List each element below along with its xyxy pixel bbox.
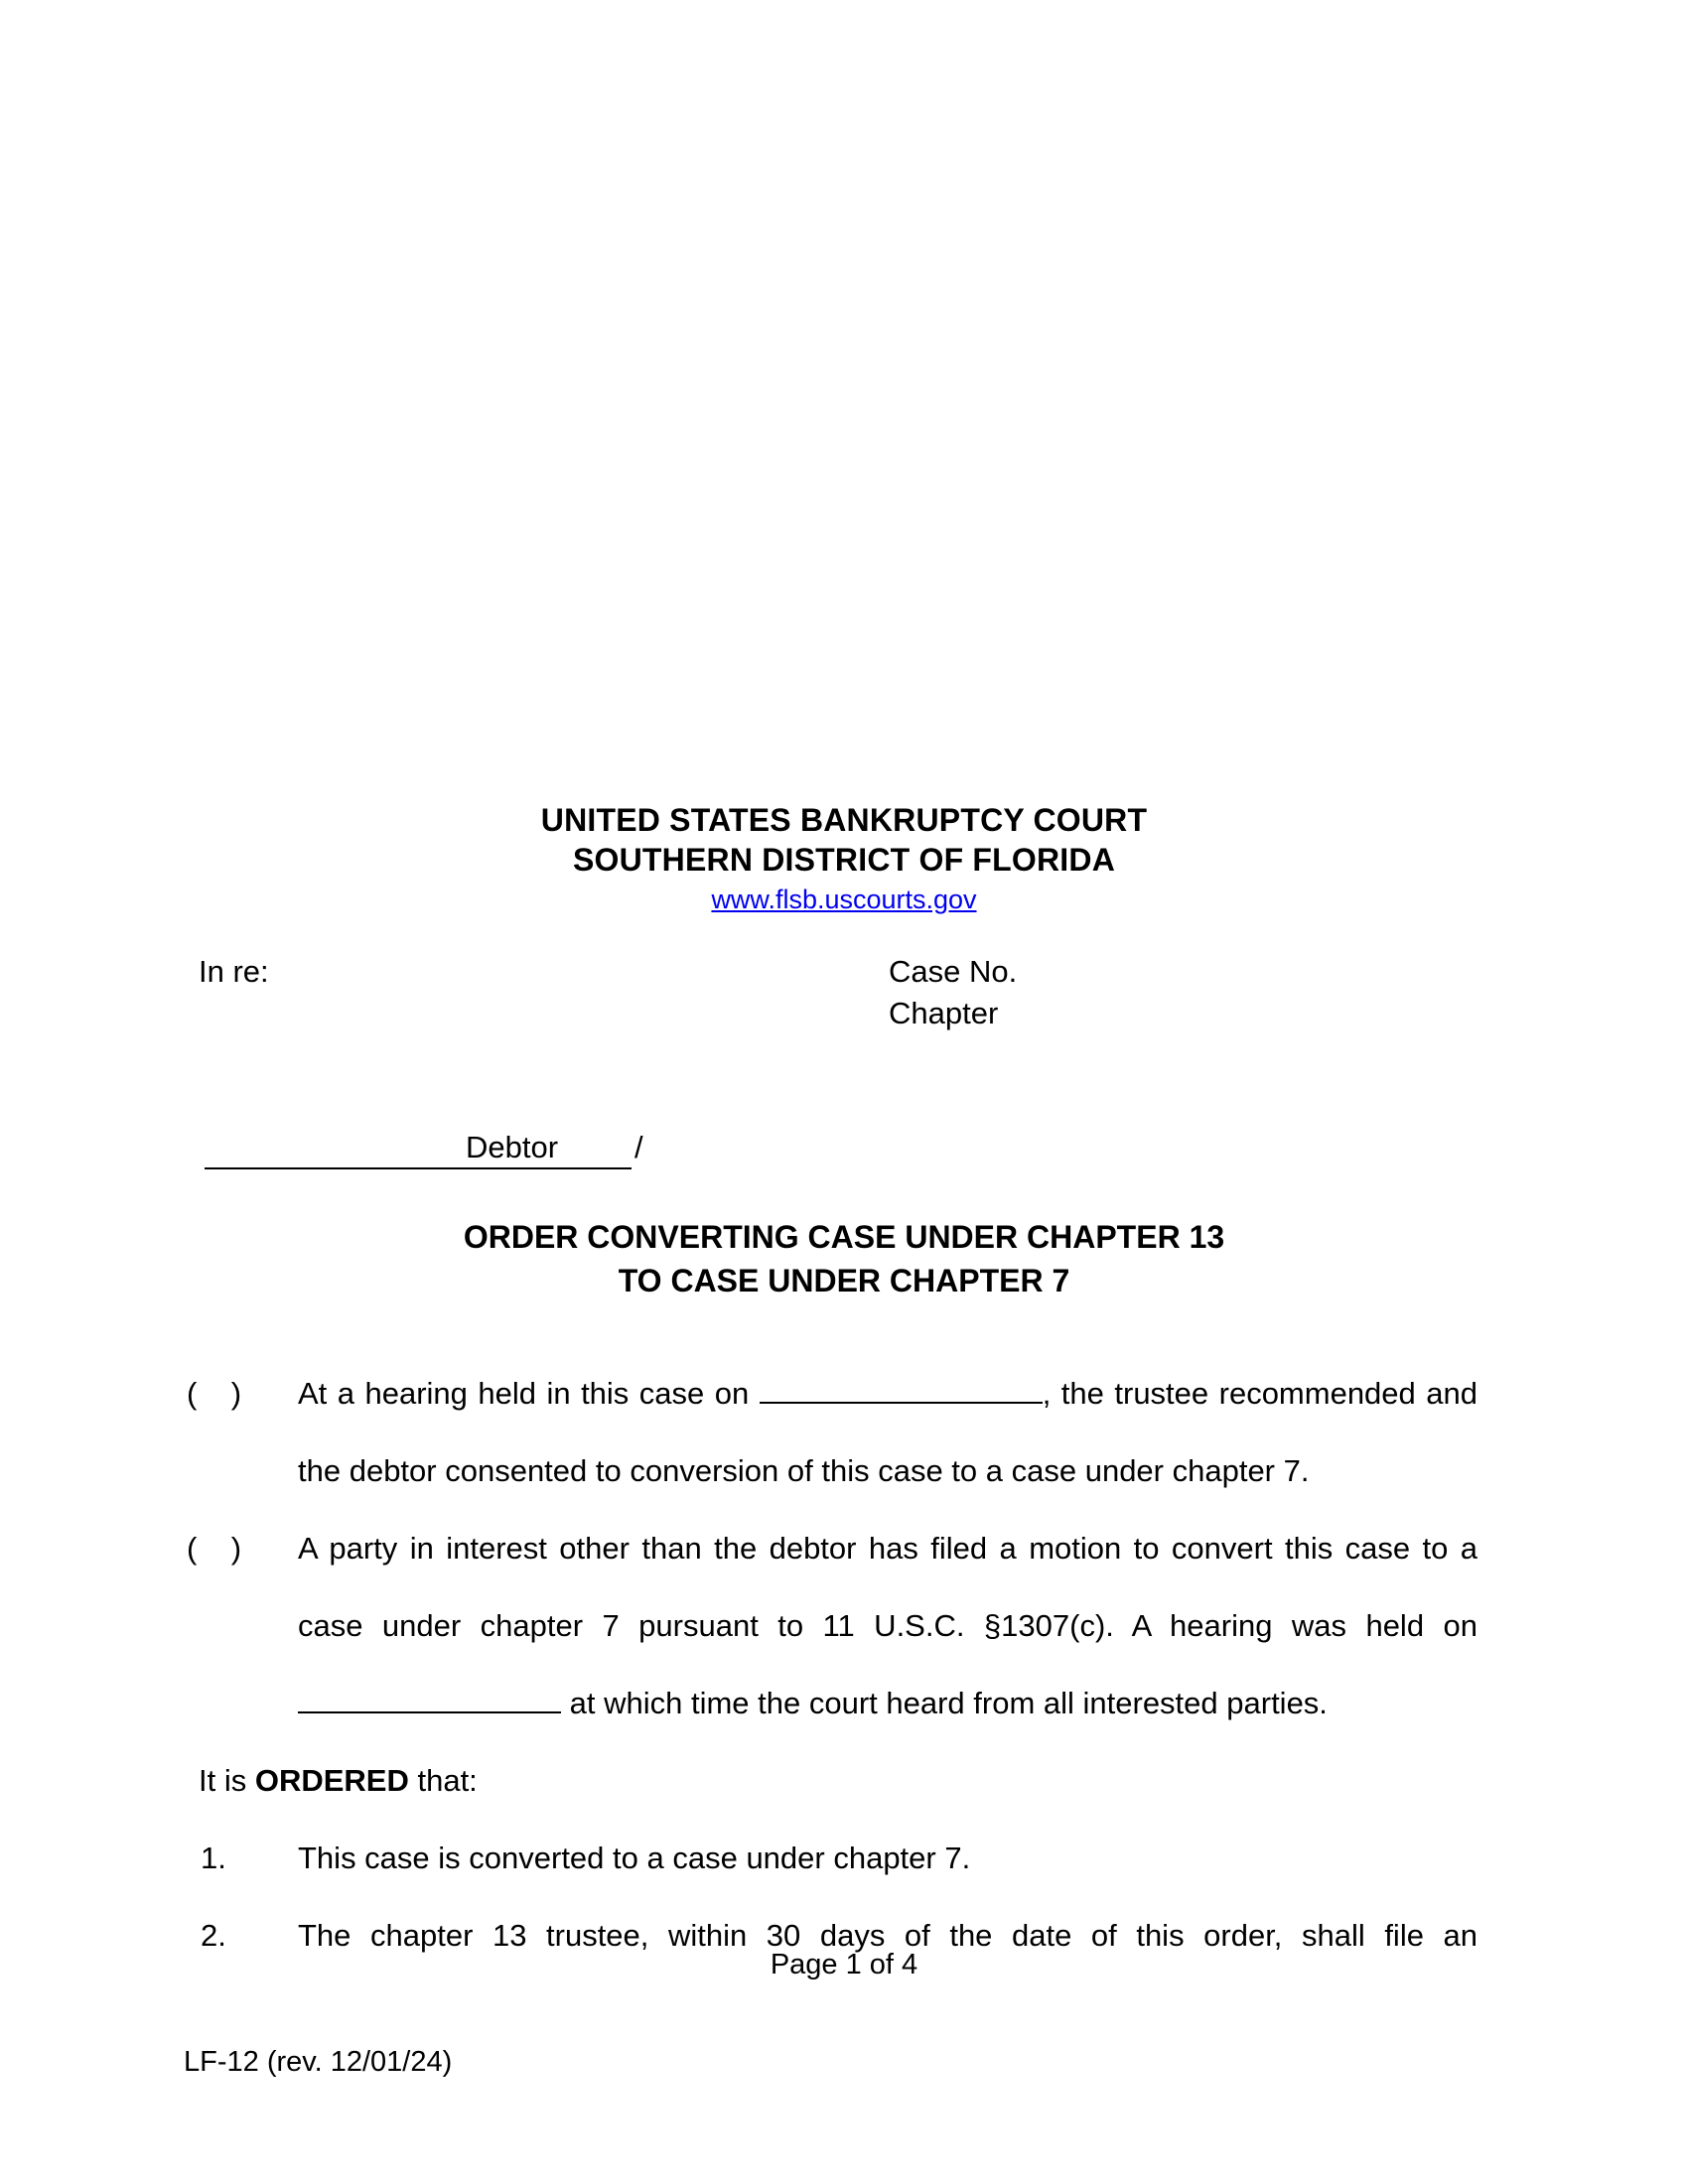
checkbox-marker-1: ( )	[187, 1376, 242, 1411]
ordered-intro-pre: It is	[199, 1763, 255, 1798]
debtor-signature-line	[205, 1128, 643, 1169]
order-title-line2: TO CASE UNDER CHAPTER 7	[618, 1263, 1070, 1298]
ordered-intro	[187, 1742, 1477, 1820]
order-item-1-text: This case is converted to a case under chapter 7.	[298, 1841, 971, 1875]
checkbox-paragraph-2	[187, 1510, 1477, 1742]
paragraph-2-before-blank: A party in interest other than the debtor has filed a motion to convert this case to a case under chapter 7 pursuant to 11 U.S.C. §1307(c). A hearing was held on	[298, 1531, 1477, 1643]
debtor-label: Debtor	[466, 1130, 559, 1164]
debtor-underline	[205, 1128, 632, 1169]
in-re-label: In re:	[199, 954, 269, 989]
court-header	[0, 800, 1688, 917]
order-title-line1: ORDER CONVERTING CASE UNDER CHAPTER 13	[463, 1219, 1225, 1255]
case-no-label: Case No.	[889, 954, 1018, 989]
hearing-date-blank-2	[298, 1681, 561, 1713]
hearing-date-blank-1	[760, 1371, 1043, 1404]
order-item-1-number: 1.	[201, 1841, 226, 1875]
court-website-row	[0, 882, 1688, 917]
checkbox-paragraph-1-text	[298, 1355, 1477, 1510]
court-name: UNITED STATES BANKRUPTCY COURT	[540, 802, 1148, 838]
chapter-label: Chapter	[889, 996, 999, 1030]
caption-separator: /	[634, 1130, 643, 1164]
district-name: SOUTHERN DISTRICT OF FLORIDA	[572, 842, 1116, 878]
checkbox-marker-2: ( )	[187, 1531, 242, 1566]
order-item-2-text: The chapter 13 trustee, within 30 days of the date of this order, shall file an	[298, 1918, 1477, 1953]
order-title	[0, 1215, 1688, 1302]
order-body	[187, 1355, 1477, 1975]
paragraph-2-after-blank: at which time the court heard from all interested parties.	[569, 1686, 1328, 1720]
checkbox-paragraph-1	[187, 1355, 1477, 1510]
case-caption-block	[889, 951, 1017, 1034]
ordered-intro-bold: ORDERED	[254, 1763, 409, 1798]
form-id: LF-12 (rev. 12/01/24)	[184, 2046, 453, 2078]
paragraph-1-before-blank: At a hearing held in this case on	[298, 1376, 750, 1411]
order-item-2-number: 2.	[201, 1918, 226, 1953]
paragraph-1-after-blank: , the trustee recommended and the debtor consented to conversion of this case to a case under chapter 7.	[298, 1376, 1477, 1488]
ordered-intro-post: that:	[408, 1763, 478, 1798]
order-item-1	[187, 1820, 1477, 1897]
court-website-link[interactable]: www.flsb.uscourts.gov	[711, 885, 977, 914]
page-number: Page 1 of 4	[770, 1949, 918, 1980]
checkbox-paragraph-2-text	[298, 1510, 1477, 1742]
